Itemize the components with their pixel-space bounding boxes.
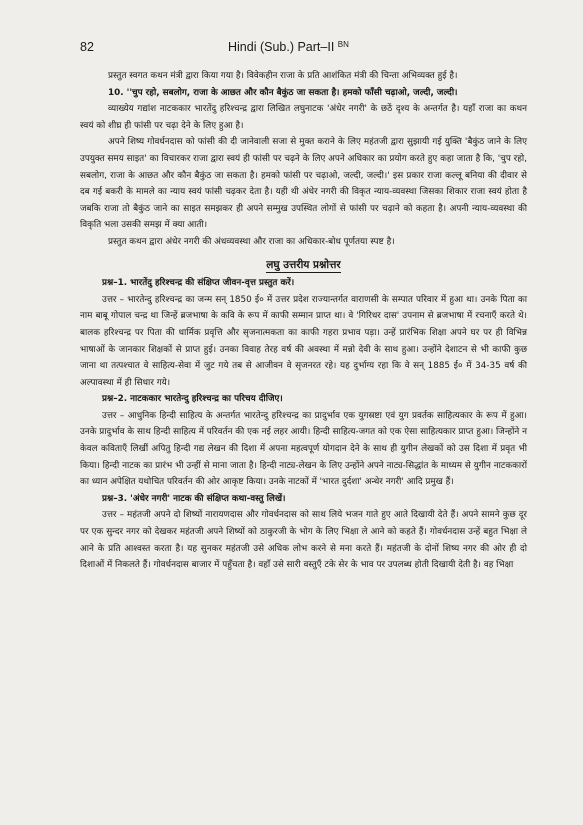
answer-1: उत्तर – भारतेन्दु हरिश्चन्द्र का जन्म सन् 1850 ई० में उत्तर प्रदेश राज्यान्तर्गत वाराणसी के सम्पात परिवार में हुआ था। उनके पिता का नाम बाबू गोपाल चन्द्र था जिन्हें ब्रजभाषा के कवि के रूप में काफी सम्मान प्राप्त था। वे 'गिरिधर दास' उपनाम से ब्रजभाषा में रचनाएँ करते थे। बालक हरिश्चन्द्र पर पिता की धार्मिक प्रवृत्ति और सृजनात्मकता का काफी गहरा प्रभाव पड़ा। उन्हें प्रारंभिक शिक्षा अपने घर पर ही विभिन्न भाषाओं के जानकार शिक्षकों से प्राप्त हुई। उनका विवाह तेरह वर्ष की अवस्था में मन्नो देवी के साथ हुआ। उन्होंने देशाटन से भी काफी कुछ जाना था तत्पश्चात वे साहित्य-सेवा में जुट गये तब से आजीवन वे सृजनरत रहे। यह दुर्भाग्य रहा कि वे सन् 1885 ई० में 34-35 वर्ष की अल्पावस्था में ही सिधार गये।: [80, 294, 527, 388]
subject-text: Hindi (Sub.) Part–II: [228, 40, 335, 54]
question-1: प्रश्न–1. भारतेंदु हरिश्चन्द्र की संक्षिप्त जीवन-वृत्त प्रस्तुत करें।: [102, 278, 295, 289]
section-heading: [80, 257, 527, 274]
answer-3: उत्तर – महंतजी अपने दो शिष्यों नारायणदास और गोवर्धनदास को साथ लिये भजन गाते हुए आते दिखायी देते हैं। अपने सामने कुछ दूर पर एक सुन्दर नगर को देखकर महंतजी अपने शिष्यों को ठाकुरजी के भोग के लिए भिक्षा ले आने को कहते हैं। गोवर्धनदास उन्हें बहुत भिक्षा ले आने के प्रति आश्वस्त करता है। यह सुनकर महंतजी उसे अधिक लोभ करने से मना करते हैं। महंतजी के दोनों शिष्य नगर की ओर ही दो दिशाओं में निकलते हैं। गोवर्धनदास बाजार में पहुँचता है। वहाँ उसे सारी वस्तुएँ टके सेर के भाव पर उपलब्ध होती दिखायी देती है। वह भिक्षा: [80, 510, 527, 571]
item-10-title: 10. ''चुप रहो, सबलोग, राजा के आछत और कौन बैकुंठ जा सकता है। हमको फाँसी चढ़ाओ, जल्दी, जल्दी।: [108, 87, 458, 98]
intro-paragraph: प्रस्तुत स्वगत कथन मंत्री द्वारा किया गया है। विवेकहीन राजा के प्रति आशंकित मंत्री की चिन्ता अभिव्यक्त हुई है।: [108, 71, 458, 81]
item-10-paragraph-1: व्याख्येय गद्यांश नाटककार भारतेंदु हरिश्चन्द्र द्वारा लिखित लघुनाटक 'अंधेर नगरी' के छठें दृश्य के अन्तर्गत है। यहाँ राजा का कथन स्वयं को शीघ्र ही फांसी पर चढ़ा देने के लिए हुआ है।: [80, 104, 527, 131]
subject-tag: BN: [337, 40, 349, 49]
question-2: प्रश्न–2. नाटककार भारतेन्दु हरिश्चन्द्र का परिचय दीजिए।: [102, 394, 283, 405]
section-heading-text: लघु उत्तरीय प्रश्नोत्तर: [266, 258, 341, 271]
page-header: [80, 40, 520, 58]
item-10-paragraph-3: प्रस्तुत कथन द्वारा अंधेर नगरी की अंधव्यवस्था और राजा का अधिकार-बोध पूर्णतया स्पष्ट है।: [108, 236, 395, 247]
answer-2: उत्तर – आधुनिक हिन्दी साहित्य के अन्तर्गत भारतेन्दु हरिश्चन्द्र का प्रादुर्भाव एक युगस्रष्टा एवं युग प्रवर्तक साहित्यकार के रूप में हुआ। उनके प्रादुर्भाव के साथ हिन्दी साहित्य में परिवर्तन की एक नई लहर आयी। हिन्दी साहित्य-जगत को एक ऐसा साहित्यकार प्राप्त हुआ। जिन्होंने न केवल कविताएँ लिखीं अपितु हिन्दी गद्य लेखन की दिशा में अपना महत्वपूर्ण योगदान देने के साथ ही युगीन लेखकों को उस दिशा में प्रवृत भी किया। हिन्दी नाटक का प्रारंभ भी उन्हीं से माना जाता है। हिन्दी नाट्य-लेखन के लिए उन्होंने अपने नाट्य-सिद्धांत के माध्यम से युगीन नाटककारों का ध्यान अपेक्षित यथोचित परिवर्तन की ओर आकृष्ट किया। उनके नाटकों में 'भारत दुर्दशा' अन्धेर नगरी' आदि प्रमुख हैं।: [80, 410, 527, 488]
page-number: 82: [80, 40, 94, 54]
item-10-paragraph-2: अपने शिष्य गोवर्धनदास को फांसी की दी जानेवाली सजा से मुक्त कराने के लिए महंतजी द्वारा सुझायी गई युक्ति 'बैकुंठ जाने के लिए उपयुक्त समय साइत' का विचारकर राजा द्वारा स्वयं ही फांसी पर चढ़ने के लिए अपने अधिकार का प्रयोग करते हुए कहा जाता है कि, 'चुप रहो, सबलोग, राजा के आछत और कौन बैकुंठ जा सकता है। हमको फांसी पर चढ़ाओ, जल्दी, जल्दी।' इस प्रकार राजा कल्लू बनिया की दीवार से दब गई बकरी के मामले का न्याय स्वयं फांसी चढ़कर देता है। यही थी अंधेर नगरी की विकृत न्याय-व्यवस्था जिसका शिकार राजा स्वयं होता है जबकि राजा तो बैकुंठ जाने का साइत समझकर ही अपने सम्मुख उपस्थित लोगों से फांसी पर चढ़ाने को कहता है। अपनी न्याय-व्यवस्था की विकृति भला उसकी समझ में क्या आती।: [80, 137, 527, 231]
page-body: [80, 68, 527, 574]
question-3: प्रश्न–3. 'अंधेर नगरी' नाटक की संक्षिप्त कथा-वस्तु लिखें।: [102, 493, 286, 504]
book-title: [228, 40, 349, 54]
